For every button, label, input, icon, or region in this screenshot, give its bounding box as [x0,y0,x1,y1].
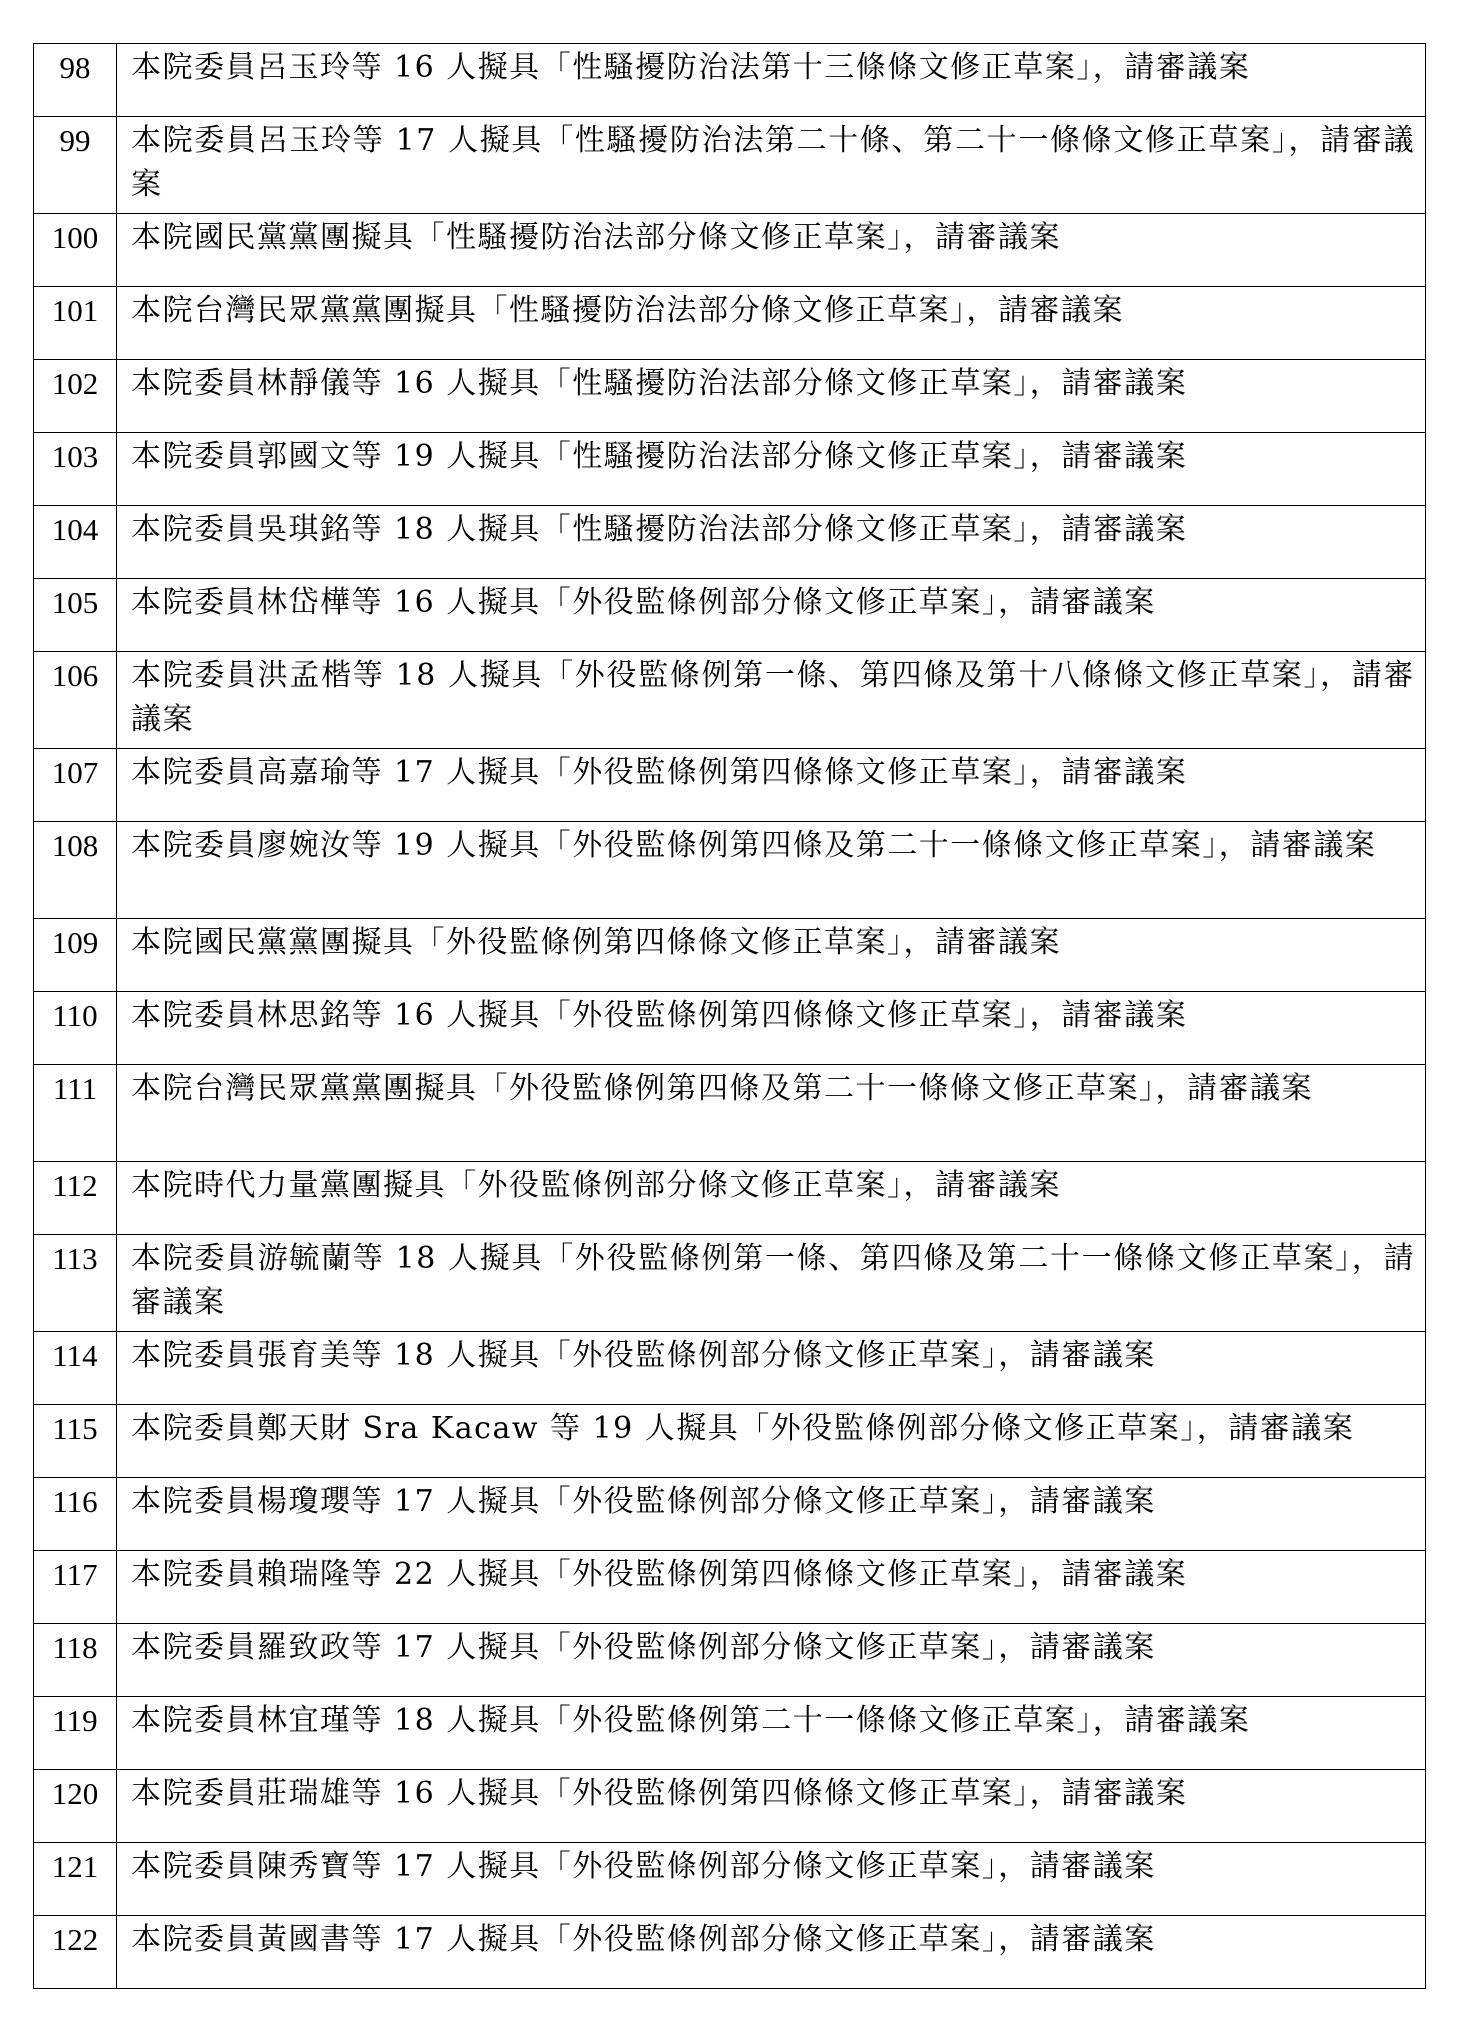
item-number: 109 [34,919,117,992]
table-row [34,1162,1426,1235]
item-number: 122 [34,1916,117,1989]
item-number: 107 [34,749,117,822]
table-row [34,1065,1426,1162]
table-row [34,1697,1426,1770]
agenda-table [33,43,1426,1989]
item-number: 121 [34,1843,117,1916]
item-number: 119 [34,1697,117,1770]
item-description: 本院委員莊瑞雄等 16 人擬具「外役監條例第四條條文修正草案」，請審議案 [117,1770,1426,1843]
item-description: 本院委員楊瓊瓔等 17 人擬具「外役監條例部分條文修正草案」，請審議案 [117,1478,1426,1551]
item-number: 116 [34,1478,117,1551]
table-row [34,1332,1426,1405]
table-row [34,287,1426,360]
item-description: 本院委員陳秀寶等 17 人擬具「外役監條例部分條文修正草案」，請審議案 [117,1843,1426,1916]
item-description: 本院委員高嘉瑜等 17 人擬具「外役監條例第四條條文修正草案」，請審議案 [117,749,1426,822]
table-row [34,579,1426,652]
agenda-table-body [34,44,1426,1989]
item-description: 本院委員羅致政等 17 人擬具「外役監條例部分條文修正草案」，請審議案 [117,1624,1426,1697]
table-row [34,117,1426,214]
item-number: 115 [34,1405,117,1478]
table-row [34,1478,1426,1551]
item-number: 102 [34,360,117,433]
table-row [34,1405,1426,1478]
table-row [34,1551,1426,1624]
item-number: 118 [34,1624,117,1697]
item-description: 本院委員游毓蘭等 18 人擬具「外役監條例第一條、第四條及第二十一條條文修正草案」，請審議案 [117,1235,1426,1332]
item-description: 本院委員賴瑞隆等 22 人擬具「外役監條例第四條條文修正草案」，請審議案 [117,1551,1426,1624]
item-number: 110 [34,992,117,1065]
item-description: 本院委員郭國文等 19 人擬具「性騷擾防治法部分條文修正草案」，請審議案 [117,433,1426,506]
item-description: 本院國民黨黨團擬具「外役監條例第四條條文修正草案」，請審議案 [117,919,1426,992]
table-row [34,433,1426,506]
item-number: 101 [34,287,117,360]
item-description: 本院委員鄭天財 Sra Kacaw 等 19 人擬具「外役監條例部分條文修正草案」，請審議案 [117,1405,1426,1478]
item-description: 本院台灣民眾黨黨團擬具「外役監條例第四條及第二十一條條文修正草案」，請審議案 [117,1065,1426,1162]
agenda-table-container [33,43,1425,1989]
item-description: 本院委員林靜儀等 16 人擬具「性騷擾防治法部分條文修正草案」，請審議案 [117,360,1426,433]
item-number: 112 [34,1162,117,1235]
table-row [34,919,1426,992]
item-description: 本院台灣民眾黨黨團擬具「性騷擾防治法部分條文修正草案」，請審議案 [117,287,1426,360]
item-number: 111 [34,1065,117,1162]
item-number: 114 [34,1332,117,1405]
table-row [34,1235,1426,1332]
table-row [34,822,1426,919]
table-row [34,1843,1426,1916]
item-number: 108 [34,822,117,919]
table-row [34,749,1426,822]
item-number: 99 [34,117,117,214]
item-description: 本院委員吳琪銘等 18 人擬具「性騷擾防治法部分條文修正草案」，請審議案 [117,506,1426,579]
item-number: 98 [34,44,117,117]
item-number: 113 [34,1235,117,1332]
item-number: 100 [34,214,117,287]
item-description: 本院委員洪孟楷等 18 人擬具「外役監條例第一條、第四條及第十八條條文修正草案」，請審議案 [117,652,1426,749]
item-description: 本院時代力量黨團擬具「外役監條例部分條文修正草案」，請審議案 [117,1162,1426,1235]
table-row [34,44,1426,117]
item-description: 本院委員廖婉汝等 19 人擬具「外役監條例第四條及第二十一條條文修正草案」，請審議案 [117,822,1426,919]
item-description: 本院委員林思銘等 16 人擬具「外役監條例第四條條文修正草案」，請審議案 [117,992,1426,1065]
item-description: 本院委員林宜瑾等 18 人擬具「外役監條例第二十一條條文修正草案」，請審議案 [117,1697,1426,1770]
item-number: 104 [34,506,117,579]
table-row [34,652,1426,749]
item-number: 117 [34,1551,117,1624]
table-row [34,1624,1426,1697]
table-row [34,1770,1426,1843]
item-description: 本院委員張育美等 18 人擬具「外役監條例部分條文修正草案」，請審議案 [117,1332,1426,1405]
table-row [34,214,1426,287]
item-description: 本院委員林岱樺等 16 人擬具「外役監條例部分條文修正草案」，請審議案 [117,579,1426,652]
table-row [34,1916,1426,1989]
item-description: 本院委員黃國書等 17 人擬具「外役監條例部分條文修正草案」，請審議案 [117,1916,1426,1989]
item-description: 本院委員呂玉玲等 17 人擬具「性騷擾防治法第二十條、第二十一條條文修正草案」，請審議案 [117,117,1426,214]
table-row [34,360,1426,433]
item-number: 103 [34,433,117,506]
item-description: 本院委員呂玉玲等 16 人擬具「性騷擾防治法第十三條條文修正草案」，請審議案 [117,44,1426,117]
item-number: 106 [34,652,117,749]
table-row [34,992,1426,1065]
item-number: 120 [34,1770,117,1843]
item-description: 本院國民黨黨團擬具「性騷擾防治法部分條文修正草案」，請審議案 [117,214,1426,287]
item-number: 105 [34,579,117,652]
table-row [34,506,1426,579]
